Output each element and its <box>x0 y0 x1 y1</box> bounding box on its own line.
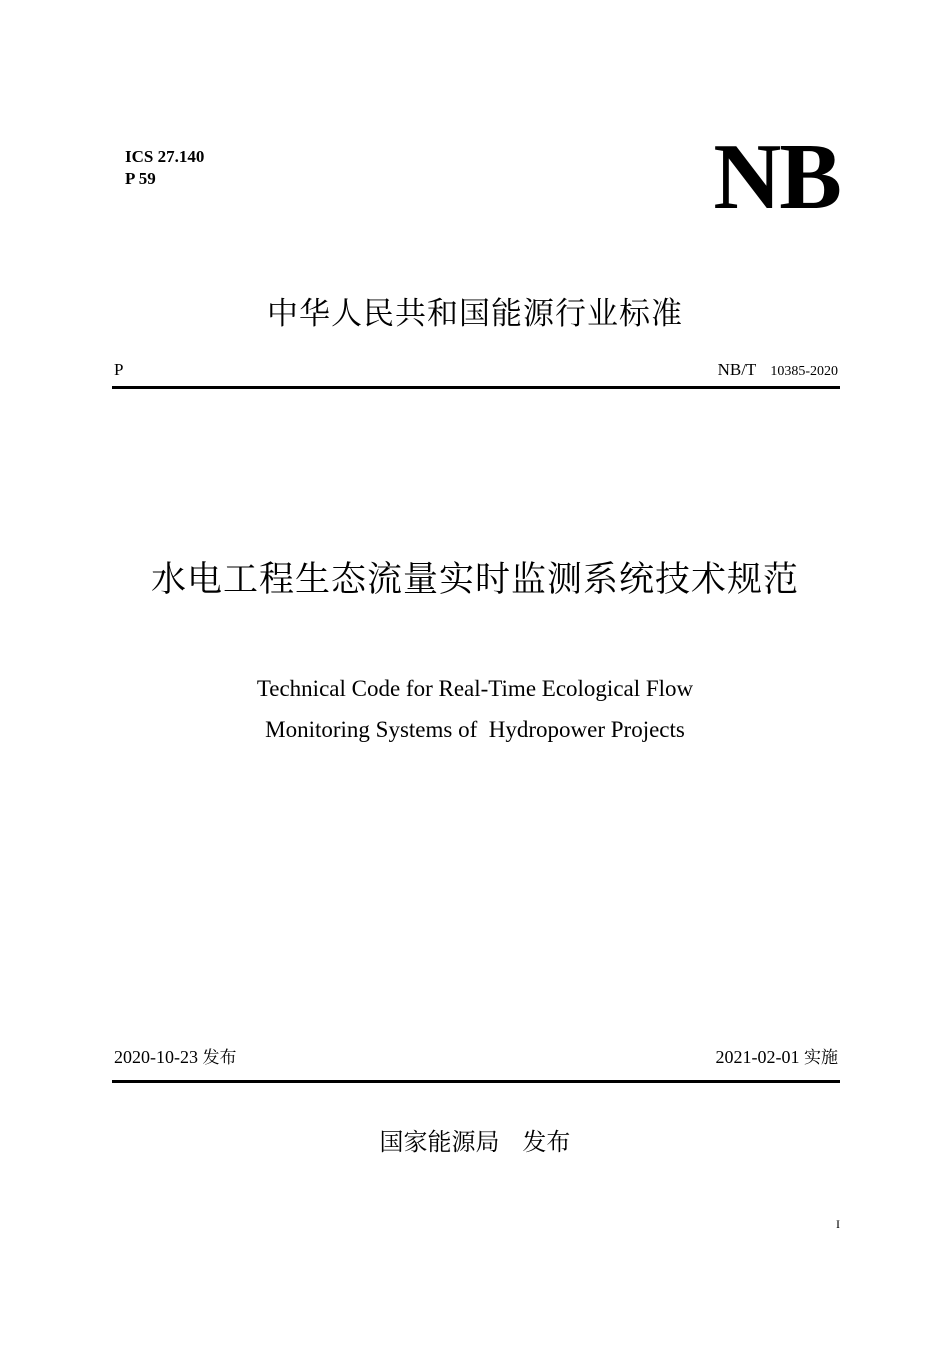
page-number: I <box>836 1217 840 1231</box>
standard-number <box>560 360 838 382</box>
classification-codes <box>125 146 204 190</box>
issuer: 国家能源局 发布 <box>379 1128 571 1156</box>
standard-code: 10385-2020 <box>770 364 838 379</box>
title-english <box>0 668 950 750</box>
title-chinese: 水电工程生态流量实时监测系统技术规范 <box>150 560 799 600</box>
title-english-line1: Technical Code for Real-Time Ecological Flow <box>256 676 694 701</box>
standard-category: 中华人民共和国能源行业标准 <box>267 296 683 332</box>
code-left-letter: P <box>114 360 124 379</box>
bottom-divider <box>112 1080 840 1083</box>
category-code: P 59 <box>125 169 156 188</box>
effective-label: 实施 <box>804 1048 838 1068</box>
nb-logo: NB <box>713 125 840 229</box>
effective-date: 2021-02-01 <box>715 1047 800 1067</box>
title-english-line2: Monitoring Systems of Hydropower Projects <box>265 717 685 742</box>
effective-date-block <box>560 1046 838 1069</box>
issue-label: 发布 <box>202 1048 237 1068</box>
standard-prefix: NB/T <box>717 360 757 379</box>
issue-date-block <box>114 1046 237 1069</box>
issue-date: 2020-10-23 <box>114 1047 198 1067</box>
ics-code: ICS 27.140 <box>125 147 205 166</box>
top-divider <box>112 386 840 389</box>
